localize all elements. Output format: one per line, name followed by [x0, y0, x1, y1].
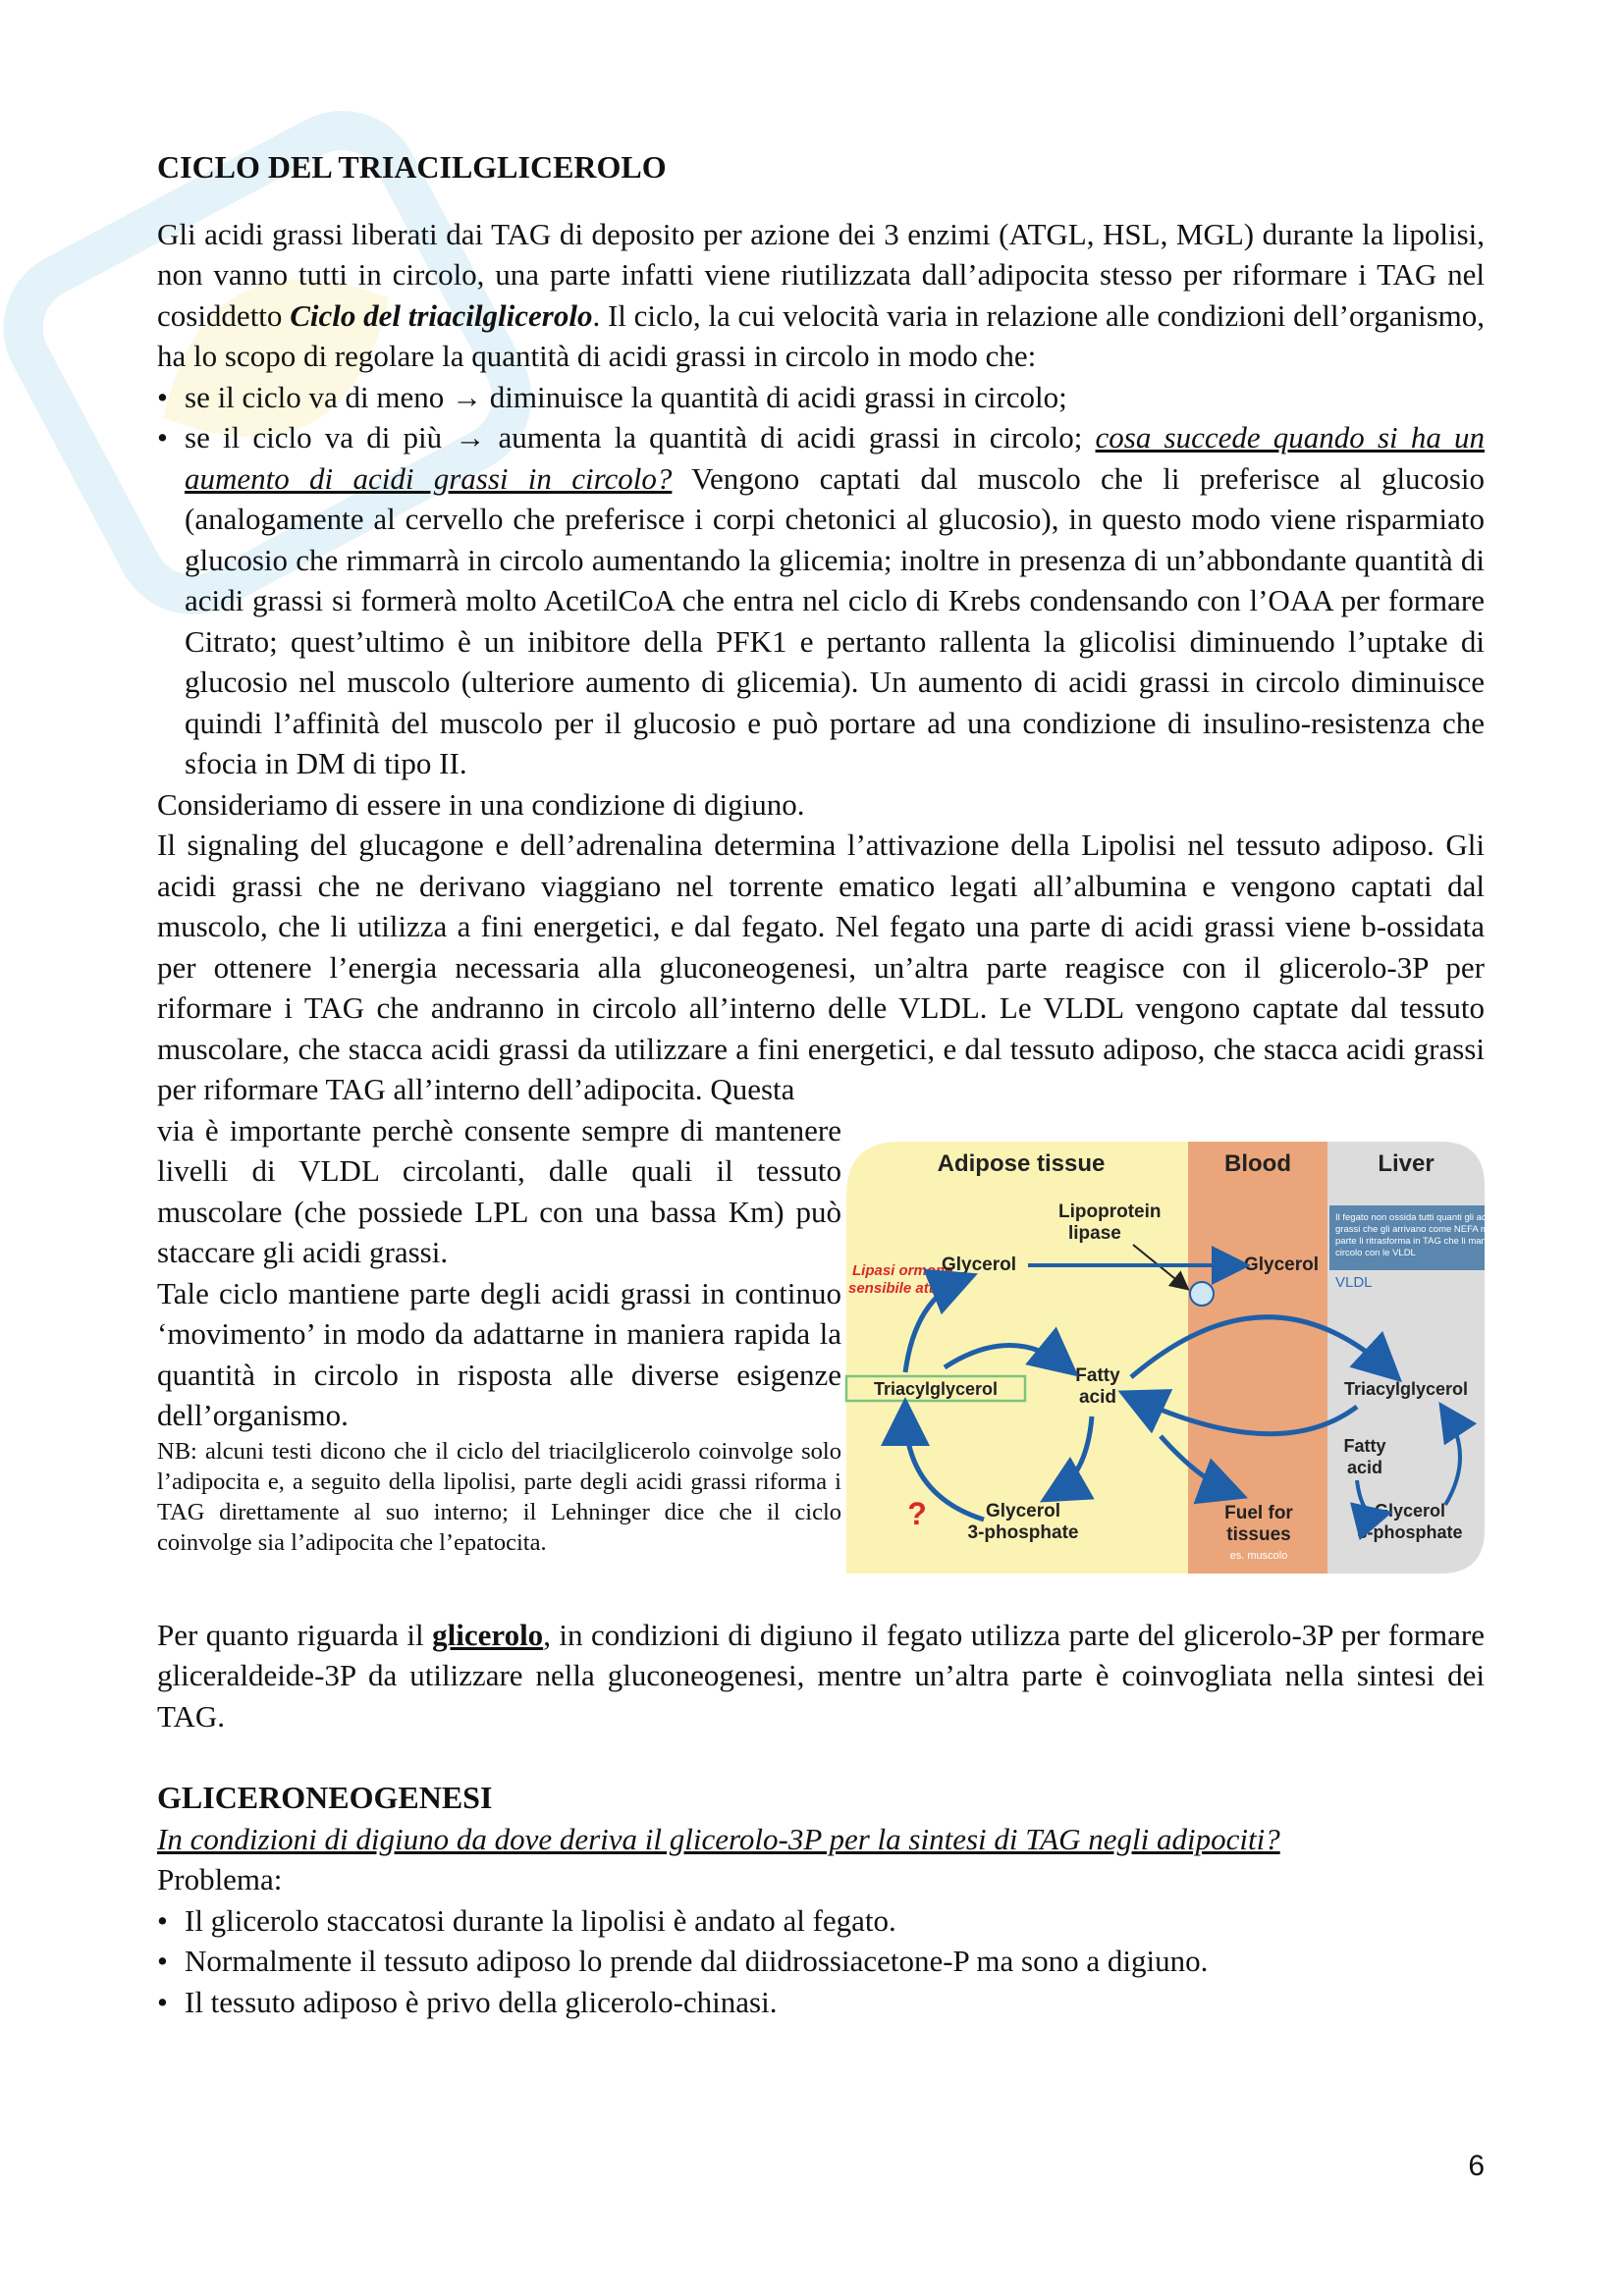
glycerol-blood-label: Glycerol [1243, 1254, 1320, 1275]
hsl-label-line: Lipasi ormone [852, 1261, 953, 1279]
g3p-adipose-label-line: 3-phosphate [967, 1522, 1079, 1543]
nb-note: NB: alcuni testi dicono che il ciclo del triacilglicerolo coinvolge solo l’adipocita e, a seguito della lipolisi, parte degli acidi grassi riforma i TAG direttamente al suo interno; il Lehninger dice che il ciclo coinvolge sia l’adipocita che l’epatocita. [157, 1437, 841, 1556]
list-item: • se il ciclo va di meno → diminuisce la quantità di acidi grassi in circolo; [157, 377, 1485, 418]
fuel-label-line: tissues [1226, 1523, 1291, 1545]
liver-note-line: circolo con le VLDL [1335, 1247, 1416, 1258]
glycerol-adipose-label: Glycerol [941, 1254, 1017, 1275]
tag-cycle-figure [846, 1142, 1512, 1574]
g3p-liver-label-line: 3-phosphate [1357, 1522, 1463, 1542]
g3p-adipose-label-line: Glycerol [985, 1500, 1061, 1522]
text-with-figure [157, 1110, 1512, 1574]
list-item: • Il tessuto adiposo è privo della glicerolo-chinasi. [157, 1982, 1485, 2023]
blood-title: Blood [1224, 1149, 1291, 1177]
tag-liver-label: Triacylglycerol [1343, 1378, 1469, 1399]
tag-adipose-label: Triacylglycerol [873, 1378, 999, 1399]
vldl-paragraph: via è importante perchè consente sempre di mantenere livelli di VLDL circolanti, dalle quali il tessuto muscolare (che possiede LPL con una bassa Km) può staccare gli acidi grassi. [157, 1112, 841, 1269]
liver-note-line: Il fegato non ossida tutti quanti gli acidi [1335, 1211, 1496, 1223]
fasting-paragraph: Consideriamo di essere in una condizione di digiuno. [157, 786, 805, 822]
page-number: 6 [1468, 2150, 1485, 2182]
section-title-gliceroneogenesi: GLICERONEOGENESI [157, 1780, 493, 1815]
fatty-acid-label-line: acid [1078, 1386, 1117, 1408]
problem-label: Problema: [157, 1862, 283, 1896]
question-mark: ? [907, 1495, 927, 1531]
list-item: • Il glicerolo staccatosi durante la lipolisi è andato al fegato. [157, 1900, 1485, 1942]
question-paragraph: In condizioni di digiuno da dove deriva il glicerolo-3P per la sintesi di TAG negli adipociti? [157, 1821, 1280, 1856]
liver-note-line: grassi che gli arrivano come NEFA ma una [1335, 1223, 1512, 1235]
fatty-acid-label-line: Fatty [1075, 1364, 1120, 1386]
fuel-note: es. muscolo [1229, 1549, 1288, 1562]
lpl-label-line: lipase [1068, 1222, 1121, 1244]
cycle-movement-paragraph: Tale ciclo mantiene parte degli acidi grassi in continuo ‘movimento’ in modo da adattarne in maniera rapida la quantità in circolo in risposta alle diverse esigenze dell’organismo. [157, 1275, 841, 1432]
hsl-label-line: sensibile attiva [848, 1279, 954, 1297]
list-item: • se il ciclo va di più → aumenta la quantità di acidi grassi in circolo; cosa succede quando si ha un aumento di acidi grassi in circolo? Vengono captati dal muscolo che li preferisce al glucosio (analogamente al cervello che preferisce i corpi chetonici al glucosio), in questo modo viene risparmiato glucosio che rimmarrà in circolo aumentando la glicemia; inoltre in presenza di un’abbondante quantità di acidi grassi si formerà molto AcetilCoA che entra nel ciclo di Krebs condensando con l’OAA per formare Citrato; quest’ultimo è un inibitore della PFK1 e pertanto rallenta la glicolisi diminuendo l’uptake di glucosio nel muscolo (ulteriore aumento di glicemia). Un aumento di acidi grassi in circolo diminuisce quindi l’affinità del muscolo per il glucosio e può portare ad una condizione di insulino-resistenza che sfocia in DM di tipo II. [157, 417, 1485, 784]
figure-side-text [157, 1110, 841, 1558]
cycle-bullet-list [157, 377, 1485, 784]
intro-paragraph: Gli acidi grassi liberati dai TAG di deposito per azione dei 3 enzimi (ATGL, HSL, MGL) durante la lipolisi, non vanno tutti in circolo, una parte infatti viene riutilizzata dall’adipocita stesso per riformare i TAG nel cosiddetto Ciclo del triacilglicerolo. Il ciclo, la cui velocità varia in relazione alle condizioni dell’organismo, ha lo scopo di regolare la quantità di acidi grassi in circolo in modo che: [157, 216, 1486, 373]
section-title-ciclo: CICLO DEL TRIACILGLICEROLO [157, 149, 667, 185]
fuel-label-line: Fuel for [1224, 1502, 1293, 1523]
problem-list [157, 1900, 1485, 2023]
adipose-tissue-title: Adipose tissue [937, 1149, 1106, 1177]
liver-note-line: parte li ritrasforma in TAG che li manda in [1335, 1235, 1507, 1247]
fatty-liver-label-line: Fatty [1343, 1435, 1386, 1456]
vldl-label: VLDL [1335, 1273, 1373, 1291]
document-page [157, 147, 1512, 2022]
lpl-label-line: Lipoprotein [1058, 1201, 1162, 1222]
question-underlined: cosa succede quando si ha un aumento di acidi grassi in circolo? [185, 420, 1485, 496]
fatty-liver-label-line: acid [1346, 1457, 1383, 1477]
list-item: • Normalmente il tessuto adiposo lo prende dal diidrossiacetone-P ma sono a digiuno. [157, 1941, 1485, 1982]
signaling-paragraph: Il signaling del glucagone e dell’adrenalina determina l’attivazione della Lipolisi nel tessuto adiposo. Gli acidi grassi che ne derivano viaggiano nel torrente ematico legati all’albumina e vengono captati dal muscolo, che li utilizza a fini energetici, e dal fegato. Nel fegato una parte di acidi grassi viene b-ossidata per ottenere l’energia necessaria alla gluconeogenesi, un’altra parte reagisce con il glicerolo-3P per riformare i TAG che andranno in circolo all’interno delle VLDL. Le VLDL vengono captate dal tessuto muscolare, che stacca acidi grassi da utilizzare a fini energetici, e dal tessuto adiposo, che stacca acidi grassi per riformare TAG all’interno dell’adipocita. Questa [157, 828, 1485, 1106]
g3p-liver-label-line: Glycerol [1374, 1500, 1446, 1521]
lpl-enzyme-icon [1190, 1282, 1214, 1306]
glycerol-paragraph: Per quanto riguarda il glicerolo, in condizioni di digiuno il fegato utilizza parte del glicerolo-3P per formare gliceraldeide-3P da utilizzare nella gluconeogenesi, mentre un’altra parte è coinvogliata nella sintesi dei TAG. [157, 1617, 1486, 1734]
liver-title: Liver [1378, 1149, 1435, 1177]
